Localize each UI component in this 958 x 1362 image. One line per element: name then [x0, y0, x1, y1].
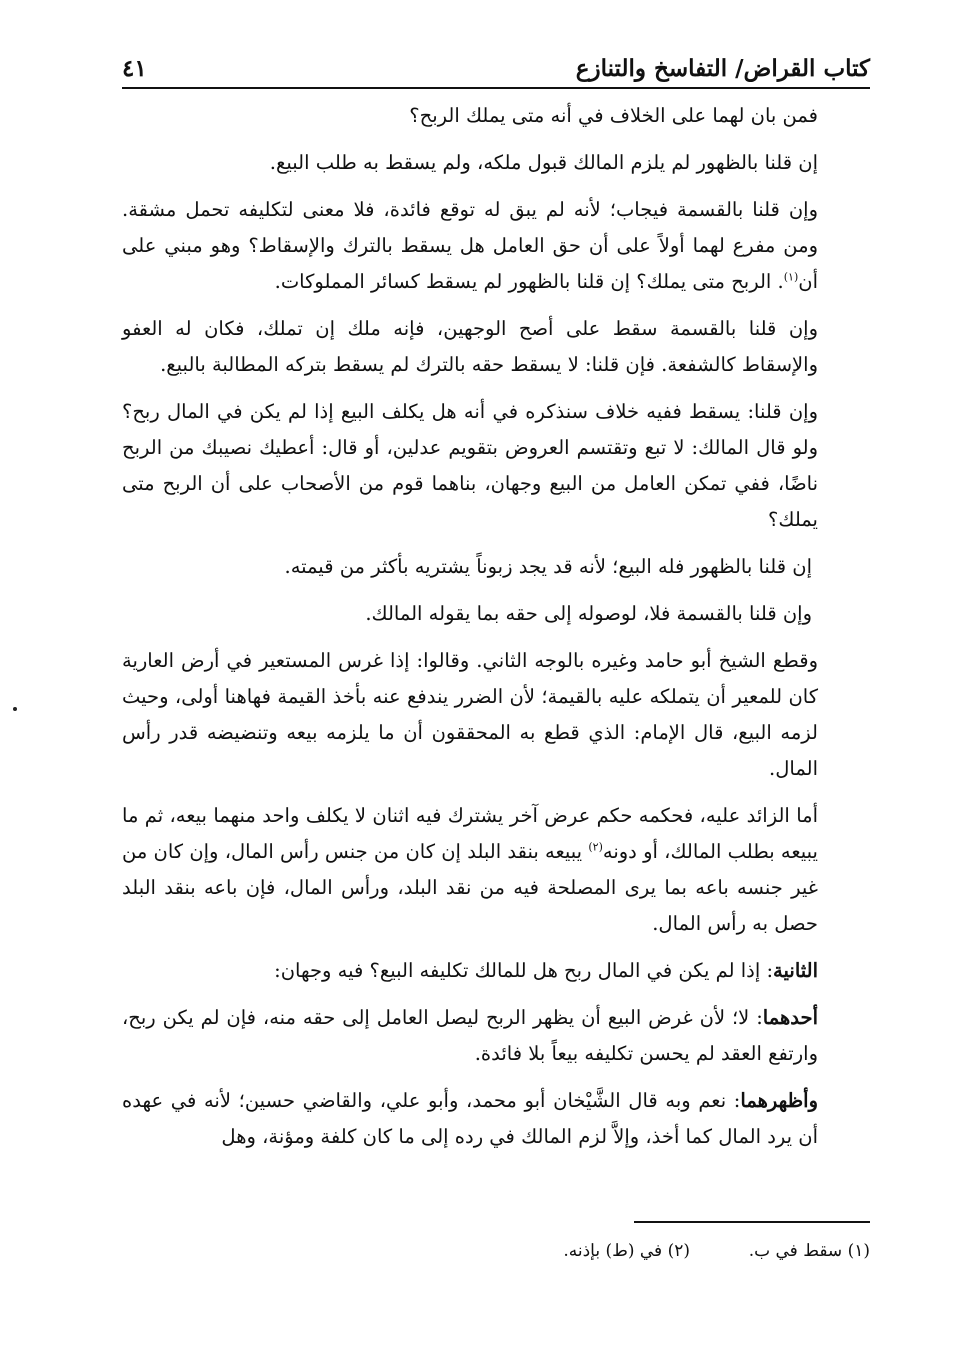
- paragraph: [122, 394, 870, 538]
- paragraph: [122, 549, 870, 585]
- paragraph-text: فمن بان لهما على الخلاف في أنه متى يملك الربح؟: [409, 104, 818, 127]
- footnote-rule: [634, 1221, 870, 1223]
- paragraph-text-cont: . الربح متى يملك؟ إن قلنا بالظهور لم يسقط كسائر المملوكات.: [274, 270, 784, 293]
- paragraph: [122, 1083, 870, 1155]
- page-number: ٤١: [122, 55, 147, 82]
- running-header: [122, 38, 870, 82]
- paragraph-lead: وأظهرهما: [740, 1089, 818, 1112]
- scan-speck: [13, 707, 17, 711]
- paragraph-lead: أحدهما: [762, 1006, 818, 1029]
- paragraph: [122, 192, 870, 300]
- paragraph: [122, 145, 870, 181]
- paragraph-text: إن قلنا بالظهور فله البيع؛ لأنه قد يجد زبوناً يشتريه بأكثر من قيمته.: [284, 555, 812, 578]
- paragraph: [122, 953, 870, 989]
- paragraph: [122, 311, 870, 383]
- paragraph-text: : نعم وبه قال الشَّيْخان أبو محمد، وأبو علي، والقاضي حسين؛ لأنه في عهده أن يرد المال كما أخذ، وإلاَّ لزم المالك في رده إلى ما كان كلفة ومؤنة، وهل: [122, 1089, 818, 1148]
- paragraph: [122, 798, 870, 942]
- paragraph: [122, 596, 870, 632]
- paragraph-text: إن قلنا بالظهور لم يلزم المالك قبول ملكه، ولم يسقط به طلب البيع.: [269, 151, 818, 174]
- footnote-ref: (٢): [588, 840, 603, 854]
- footnote: (٢) في (ط) بإذنه.: [563, 1241, 690, 1261]
- paragraph-lead: الثانية: [773, 959, 818, 982]
- paragraph-text: وإن قلنا بالقسمة سقط على أصح الوجهين، فإنه ملك إن تملك، فكان له العفو والإسقاط كالشفعة. فإن قلنا: لا يسقط حقه بالترك لم يسقط بتركه المطالبة بالبيع.: [122, 317, 818, 376]
- paragraph-text: أما الزائد عليه، فحكمه حكم عرض آخر يشترك فيه اثنان لا يكلف واحد منهما بيعه، ثم ما يبيعه بطلب المالك، أو دونه: [122, 804, 818, 863]
- paragraph: [122, 1000, 870, 1072]
- paragraph-text: : لا؛ لأن غرض البيع أن يظهر الربح ليصل العامل إلى حقه منه، فإن لم يكن ربح، وارتفع العقد لم يحسن تكليفه بيعاً بلا فائدة.: [122, 1006, 818, 1065]
- book-title: كتاب القراض/ التفاسخ والتنازع: [575, 55, 870, 82]
- paragraph-text-cont: يبيعه بنقد البلد إن كان من جنس رأس المال، وإن كان من غير جنسه باعه بما يرى المصلحة فيه من نقد البلد، ورأس المال، فإن باعه بنقد البلد حصل به رأس المال.: [122, 840, 818, 935]
- footnote: (١) سقط في ب.: [748, 1241, 870, 1261]
- paragraph-text: وإن قلنا بالقسمة فلا، لوصوله إلى حقه بما يقوله المالك.: [365, 602, 812, 625]
- header-rule: [122, 87, 870, 89]
- paragraph: [122, 643, 870, 787]
- footnotes: [122, 1236, 870, 1268]
- paragraph-text: وإن قلنا بالقسمة فيجاب؛ لأنه لم يبق له توقع فائدة، فلا معنى لتكليفه تحمل مشقة. ومن مفرع لهما أولاً على أن حق العامل هل يسقط بالترك والإسقاط؟ وهو مبني على أن: [122, 198, 818, 293]
- paragraph-text: وقطع الشيخ أبو حامد وغيره بالوجه الثاني. وقالوا: إذا غرس المستعير في أرض العارية كان للمعير أن يتملكه عليه بالقيمة؛ لأن الضرر يندفع عنه بأخذ القيمة فهاهنا أولى، وحيث لزمه البيع، قال الإمام: الذي قطع به المحققون أن ما يلزمه بيعه وتنضيضه قدر رأس المال.: [122, 649, 818, 780]
- paragraph-text: وإن قلنا: يسقط ففيه خلاف سنذكره في أنه هل يكلف البيع إذا لم يكن في المال ربح؟ ولو قال المالك: لا تبع وتقتسم العروض بتقويم عدلين، أو قال: أعطيك نصيبك من الربح ناضًا، ففي تمكن العامل من البيع وجهان، بناهما قوم من الأصحاب على أن الربح متى يملك؟: [122, 400, 818, 531]
- paragraph-text: : إذا لم يكن في المال ربح هل للمالك تكليفه البيع؟ فيه وجهان:: [274, 959, 774, 982]
- footnote-ref: (١): [783, 270, 799, 284]
- main-text: [122, 98, 870, 1166]
- paragraph: [122, 98, 870, 134]
